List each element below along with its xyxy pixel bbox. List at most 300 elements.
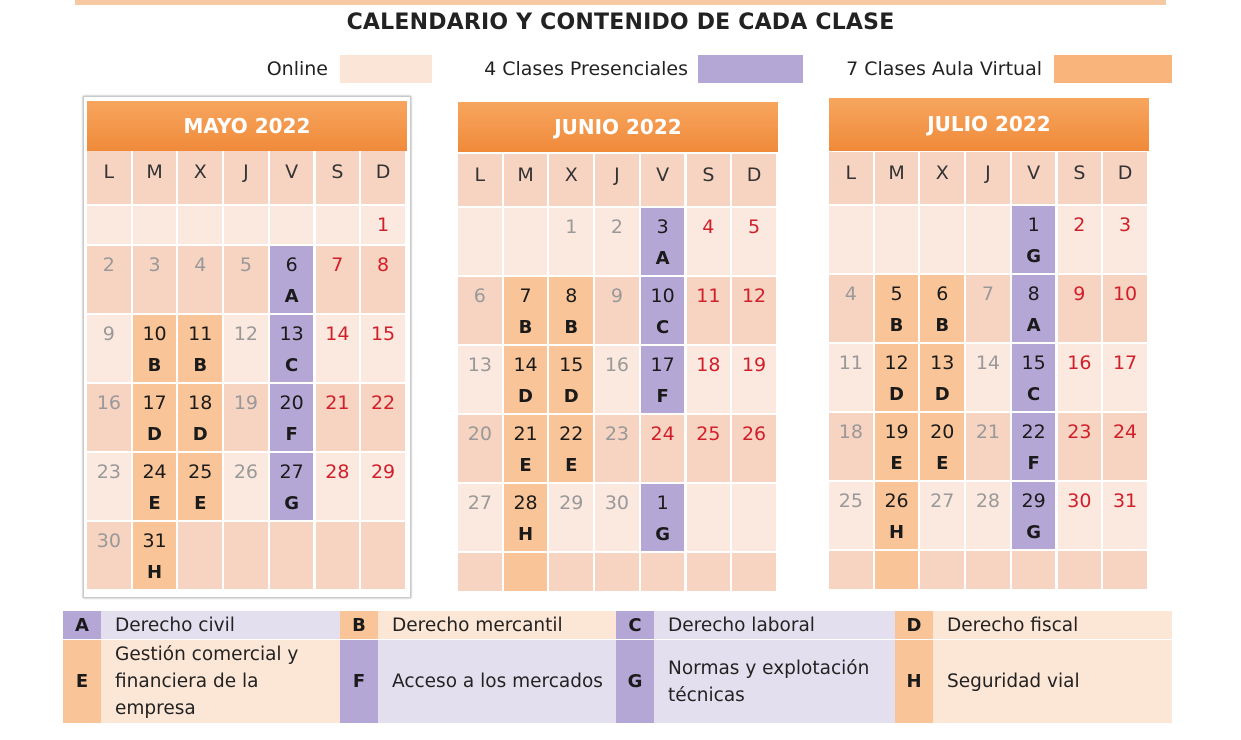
day-number: 15 — [1021, 352, 1046, 374]
class-code: D — [889, 384, 904, 405]
day-number: 29 — [1021, 490, 1046, 512]
day-number: 14 — [513, 354, 538, 376]
legend-label: 7 Clases Aula Virtual — [846, 58, 1042, 80]
day-number: 10 — [1112, 283, 1138, 305]
day-number: 22 — [559, 423, 584, 445]
subject-code: F — [340, 640, 378, 723]
calendar-day — [595, 208, 639, 275]
day-number: 1 — [1027, 214, 1040, 236]
day-number: 28 — [513, 492, 538, 514]
calendar-day — [829, 551, 873, 589]
calendar-day — [178, 453, 222, 520]
weekday-header — [1058, 152, 1102, 204]
class-code: E — [519, 455, 532, 476]
calendar-day — [1103, 551, 1147, 589]
subject-code: A — [63, 611, 101, 639]
calendar-day — [966, 206, 1010, 273]
calendar-day — [549, 553, 593, 591]
subject-entry — [895, 611, 1172, 639]
class-code: G — [1026, 246, 1042, 267]
calendar-day — [1103, 275, 1147, 342]
subject-name-text: Gestión comercial y financiera de la empresa — [115, 644, 299, 719]
weekday-header — [732, 154, 776, 206]
calendar-day — [641, 553, 685, 591]
day-number: 26 — [233, 461, 259, 483]
calendar-day — [316, 384, 360, 451]
day-number: 3 — [656, 216, 669, 238]
weekday-header — [875, 152, 919, 204]
calendar-day — [361, 522, 405, 589]
calendar-day — [687, 553, 731, 591]
class-code: D — [147, 424, 162, 445]
calendar-day — [595, 277, 639, 344]
subject-code: C — [616, 611, 654, 639]
day-number: 31 — [1112, 490, 1138, 512]
subject-name-text: Seguridad vial — [947, 671, 1080, 692]
day-number: 22 — [1021, 421, 1046, 443]
calendar-day — [1103, 206, 1147, 273]
day-number: 18 — [696, 354, 721, 376]
calendar-day — [1103, 344, 1147, 411]
calendar-day — [732, 277, 776, 344]
day-number: 30 — [96, 530, 121, 552]
subject-entry — [340, 640, 616, 723]
calendar-day — [920, 551, 964, 589]
day-number: 27 — [467, 492, 492, 514]
subject-entry — [616, 640, 895, 723]
calendar-day — [595, 346, 639, 413]
calendar-day — [920, 344, 964, 411]
calendar-day — [732, 346, 776, 413]
day-number: 23 — [1067, 421, 1092, 443]
calendar-day — [458, 415, 502, 482]
calendar-day — [316, 315, 360, 382]
day-number: 31 — [142, 530, 167, 552]
calendar-day — [1058, 275, 1102, 342]
calendar-day — [549, 277, 593, 344]
calendar-day — [1058, 482, 1102, 549]
subject-name — [392, 640, 610, 723]
weekday-header — [966, 152, 1010, 204]
legend-label: Online — [266, 58, 328, 80]
day-number: 9 — [102, 323, 115, 345]
calendar-day — [504, 484, 548, 551]
weekday-label: D — [1117, 162, 1133, 184]
day-number: 6 — [285, 254, 298, 276]
day-number: 14 — [975, 352, 1001, 374]
day-number: 25 — [696, 423, 721, 445]
weekday-header — [687, 154, 731, 206]
day-number: 19 — [233, 392, 259, 414]
weekday-label: S — [702, 164, 715, 186]
class-code: A — [655, 248, 670, 269]
day-number: 16 — [96, 392, 121, 414]
day-number: 4 — [844, 283, 857, 305]
calendar-day — [732, 484, 776, 551]
calendar-day — [920, 482, 964, 549]
calendar-day — [687, 277, 731, 344]
calendar-day — [178, 246, 222, 313]
day-number: 12 — [741, 285, 767, 307]
calendar-day — [224, 315, 268, 382]
day-number: 11 — [696, 285, 721, 307]
day-number: 7 — [331, 254, 344, 276]
weekday-header — [595, 154, 639, 206]
calendar-day — [1012, 551, 1056, 589]
day-number: 27 — [930, 490, 955, 512]
weekday-label: M — [888, 162, 905, 184]
legend-label: 4 Clases Presenciales — [484, 58, 688, 80]
calendar-day — [458, 346, 502, 413]
class-code: B — [518, 317, 533, 338]
class-code: G — [284, 493, 300, 514]
weekday-header — [224, 151, 268, 204]
calendar-day — [1012, 482, 1056, 549]
day-number: 13 — [467, 354, 492, 376]
weekday-label: J — [614, 164, 620, 186]
subject-code: B — [340, 611, 378, 639]
class-code: C — [1027, 384, 1041, 405]
subject-name — [947, 611, 1166, 639]
calendar-day — [875, 551, 919, 589]
calendar-day — [316, 453, 360, 520]
day-number: 18 — [838, 421, 863, 443]
class-code: G — [655, 524, 671, 545]
subject-name — [115, 611, 334, 639]
calendar-day — [829, 344, 873, 411]
calendar-day — [966, 413, 1010, 480]
class-code: H — [146, 562, 163, 583]
subject-name — [392, 611, 610, 639]
weekday-header — [178, 151, 222, 204]
calendar-day — [1012, 344, 1056, 411]
calendar-day — [641, 346, 685, 413]
day-number: 25 — [838, 490, 863, 512]
day-number: 8 — [1027, 283, 1040, 305]
calendar-day — [361, 315, 405, 382]
calendar-day — [829, 413, 873, 480]
calendar-day — [732, 553, 776, 591]
day-number: 3 — [1118, 214, 1132, 236]
class-code: C — [285, 355, 299, 376]
calendar-day — [224, 384, 268, 451]
legend-swatch — [1054, 55, 1172, 83]
weekday-header — [829, 152, 873, 204]
day-number: 5 — [239, 254, 252, 276]
calendar-day — [87, 522, 131, 589]
day-number: 1 — [376, 214, 390, 236]
class-code: E — [148, 493, 161, 514]
calendar-day — [458, 277, 502, 344]
class-code: B — [935, 315, 950, 336]
weekday-header — [361, 151, 405, 204]
day-number: 8 — [565, 285, 578, 307]
day-number: 9 — [610, 285, 623, 307]
calendar-day — [687, 208, 731, 275]
weekday-label: L — [103, 161, 115, 183]
calendar-day — [641, 415, 685, 482]
weekday-label: J — [243, 161, 249, 183]
calendar-day — [361, 453, 405, 520]
calendar-day — [641, 484, 685, 551]
day-number: 15 — [559, 354, 584, 376]
top-accent-bar — [75, 0, 1166, 5]
class-code: E — [194, 493, 207, 514]
calendar-day — [966, 275, 1010, 342]
calendar-day — [316, 206, 360, 244]
day-number: 7 — [981, 283, 994, 305]
calendar-day — [1012, 275, 1056, 342]
class-code: G — [1026, 522, 1042, 543]
day-number: 21 — [975, 421, 1001, 443]
weekday-label: D — [746, 164, 762, 186]
calendar-day — [270, 246, 314, 313]
class-code: H — [517, 524, 534, 545]
day-number: 16 — [604, 354, 630, 376]
calendar-day — [133, 315, 177, 382]
calendar-day — [361, 384, 405, 451]
day-number: 22 — [370, 392, 396, 414]
class-code: B — [889, 315, 904, 336]
calendar-day — [1103, 482, 1147, 549]
day-number: 15 — [370, 323, 396, 345]
day-number: 24 — [650, 423, 675, 445]
subject-name-text: Derecho laboral — [668, 614, 815, 636]
calendar-day — [687, 346, 731, 413]
weekday-label: V — [285, 161, 299, 183]
day-number: 10 — [142, 323, 167, 345]
day-number: 30 — [604, 492, 630, 514]
subject-entry — [616, 611, 895, 639]
day-number: 20 — [279, 392, 304, 414]
subject-code: D — [895, 611, 933, 639]
weekday-header — [87, 151, 131, 204]
class-code: E — [565, 455, 578, 476]
class-code: B — [193, 355, 208, 376]
day-number: 1 — [565, 216, 578, 238]
calendar-day — [87, 246, 131, 313]
day-number: 26 — [741, 423, 767, 445]
calendar-title: MAYO 2022 — [87, 101, 407, 151]
weekday-label: L — [474, 164, 486, 186]
class-code: B — [564, 317, 579, 338]
calendar-day — [224, 453, 268, 520]
calendar-day — [1058, 344, 1102, 411]
calendar-day — [687, 415, 731, 482]
calendar-day — [1058, 551, 1102, 589]
class-code: D — [518, 386, 533, 407]
day-number: 30 — [1067, 490, 1092, 512]
calendar-day — [549, 415, 593, 482]
day-number: 5 — [890, 283, 903, 305]
day-number: 23 — [96, 461, 121, 483]
class-code: F — [1027, 453, 1040, 474]
calendar-day — [595, 484, 639, 551]
calendar-day — [224, 206, 268, 244]
calendar-day — [87, 453, 131, 520]
calendar-day — [270, 315, 314, 382]
day-number: 19 — [741, 354, 767, 376]
subject-code: G — [616, 640, 654, 723]
calendar-day — [549, 484, 593, 551]
subject-name-text: Acceso a los mercados — [392, 671, 603, 692]
subject-name — [668, 611, 889, 639]
day-number: 4 — [702, 216, 715, 238]
legend-swatch — [698, 55, 803, 83]
weekday-label: M — [146, 161, 163, 183]
calendar-day — [966, 482, 1010, 549]
day-number: 12 — [884, 352, 909, 374]
calendar-day — [966, 344, 1010, 411]
day-number: 3 — [148, 254, 161, 276]
day-number: 25 — [188, 461, 213, 483]
day-number: 29 — [559, 492, 584, 514]
day-number: 26 — [884, 490, 909, 512]
class-code: C — [656, 317, 670, 338]
calendar-day — [920, 275, 964, 342]
day-number: 5 — [747, 216, 761, 238]
day-number: 18 — [188, 392, 213, 414]
class-code: D — [563, 386, 579, 407]
calendar-day — [458, 208, 502, 275]
day-number: 28 — [325, 461, 350, 483]
weekday-header — [458, 154, 502, 206]
calendar-day — [270, 206, 314, 244]
calendar-day — [829, 482, 873, 549]
calendar-day — [87, 206, 131, 244]
day-number: 2 — [610, 216, 623, 238]
calendar-day — [1058, 206, 1102, 273]
subject-name-text: Derecho mercantil — [392, 614, 563, 636]
weekday-label: V — [656, 164, 670, 186]
day-number: 17 — [142, 392, 167, 414]
calendar-day — [133, 246, 177, 313]
day-number: 14 — [325, 323, 350, 345]
calendar-day — [875, 206, 919, 273]
day-number: 16 — [1067, 352, 1092, 374]
legend-swatch — [340, 55, 432, 83]
weekday-header — [316, 151, 360, 204]
calendar-day — [1012, 413, 1056, 480]
subject-name-text: Derecho civil — [115, 614, 235, 636]
weekday-header — [920, 152, 964, 204]
day-number: 24 — [1112, 421, 1138, 443]
calendar-day — [504, 415, 548, 482]
day-number: 27 — [279, 461, 304, 483]
calendar-day — [270, 453, 314, 520]
weekday-header — [1103, 152, 1147, 204]
day-number: 20 — [467, 423, 492, 445]
weekday-header — [641, 154, 685, 206]
class-code: A — [1026, 315, 1041, 336]
class-code: F — [285, 424, 298, 445]
calendar-day — [1058, 413, 1102, 480]
calendar-day — [504, 277, 548, 344]
weekday-header — [1012, 152, 1056, 204]
calendar-day — [316, 246, 360, 313]
day-number: 6 — [473, 285, 486, 307]
day-number: 21 — [513, 423, 538, 445]
calendar-day — [966, 551, 1010, 589]
weekday-label: L — [845, 162, 857, 184]
day-number: 8 — [376, 254, 390, 276]
day-number: 9 — [1073, 283, 1086, 305]
day-number: 7 — [519, 285, 532, 307]
class-code: E — [936, 453, 949, 474]
day-number: 1 — [656, 492, 669, 514]
subject-entry — [895, 640, 1172, 723]
class-code: H — [888, 522, 905, 543]
calendar-day — [549, 208, 593, 275]
calendar-day — [687, 484, 731, 551]
subject-name — [115, 640, 334, 723]
class-code: D — [192, 424, 208, 445]
day-number: 10 — [650, 285, 675, 307]
calendar-day — [595, 553, 639, 591]
calendar-day — [732, 208, 776, 275]
subject-code: E — [63, 640, 101, 723]
weekday-label: X — [193, 161, 207, 183]
calendar-day — [270, 384, 314, 451]
calendar-day — [549, 346, 593, 413]
class-code: F — [656, 386, 669, 407]
weekday-label: S — [1073, 162, 1086, 184]
calendar-day — [504, 346, 548, 413]
subject-entry — [63, 640, 340, 723]
calendar-day — [133, 384, 177, 451]
calendar-day — [875, 275, 919, 342]
calendar-day — [458, 484, 502, 551]
calendar-day — [875, 413, 919, 480]
calendar-day — [270, 522, 314, 589]
calendar-day — [504, 553, 548, 591]
calendar-day — [178, 522, 222, 589]
weekday-header — [270, 151, 314, 204]
subject-name — [947, 640, 1166, 723]
weekday-header — [133, 151, 177, 204]
day-number: 6 — [936, 283, 949, 305]
calendar-day — [732, 415, 776, 482]
calendar-day — [641, 277, 685, 344]
weekday-label: J — [985, 162, 991, 184]
calendar-title: JULIO 2022 — [829, 98, 1149, 151]
weekday-label: V — [1027, 162, 1041, 184]
page-title: CALENDARIO Y CONTENIDO DE CADA CLASE — [346, 10, 895, 35]
subject-entry — [63, 611, 340, 639]
class-code: A — [284, 286, 299, 307]
day-number: 11 — [838, 352, 863, 374]
calendar-day — [178, 384, 222, 451]
calendar-day — [361, 246, 405, 313]
day-number: 2 — [1073, 214, 1086, 236]
calendar-day — [641, 208, 685, 275]
day-number: 17 — [1112, 352, 1138, 374]
calendar-title: JUNIO 2022 — [458, 102, 778, 152]
calendar-day — [178, 315, 222, 382]
class-code: D — [934, 384, 950, 405]
calendar-day — [829, 206, 873, 273]
subject-name-text: Derecho fiscal — [947, 614, 1079, 636]
calendar-day — [829, 275, 873, 342]
day-number: 2 — [102, 254, 115, 276]
day-number: 17 — [650, 354, 675, 376]
calendar-day — [87, 315, 131, 382]
calendar-day — [1012, 206, 1056, 273]
weekday-label: X — [935, 162, 949, 184]
calendar-day — [458, 553, 502, 591]
calendar-day — [361, 206, 405, 244]
class-code: B — [147, 355, 162, 376]
